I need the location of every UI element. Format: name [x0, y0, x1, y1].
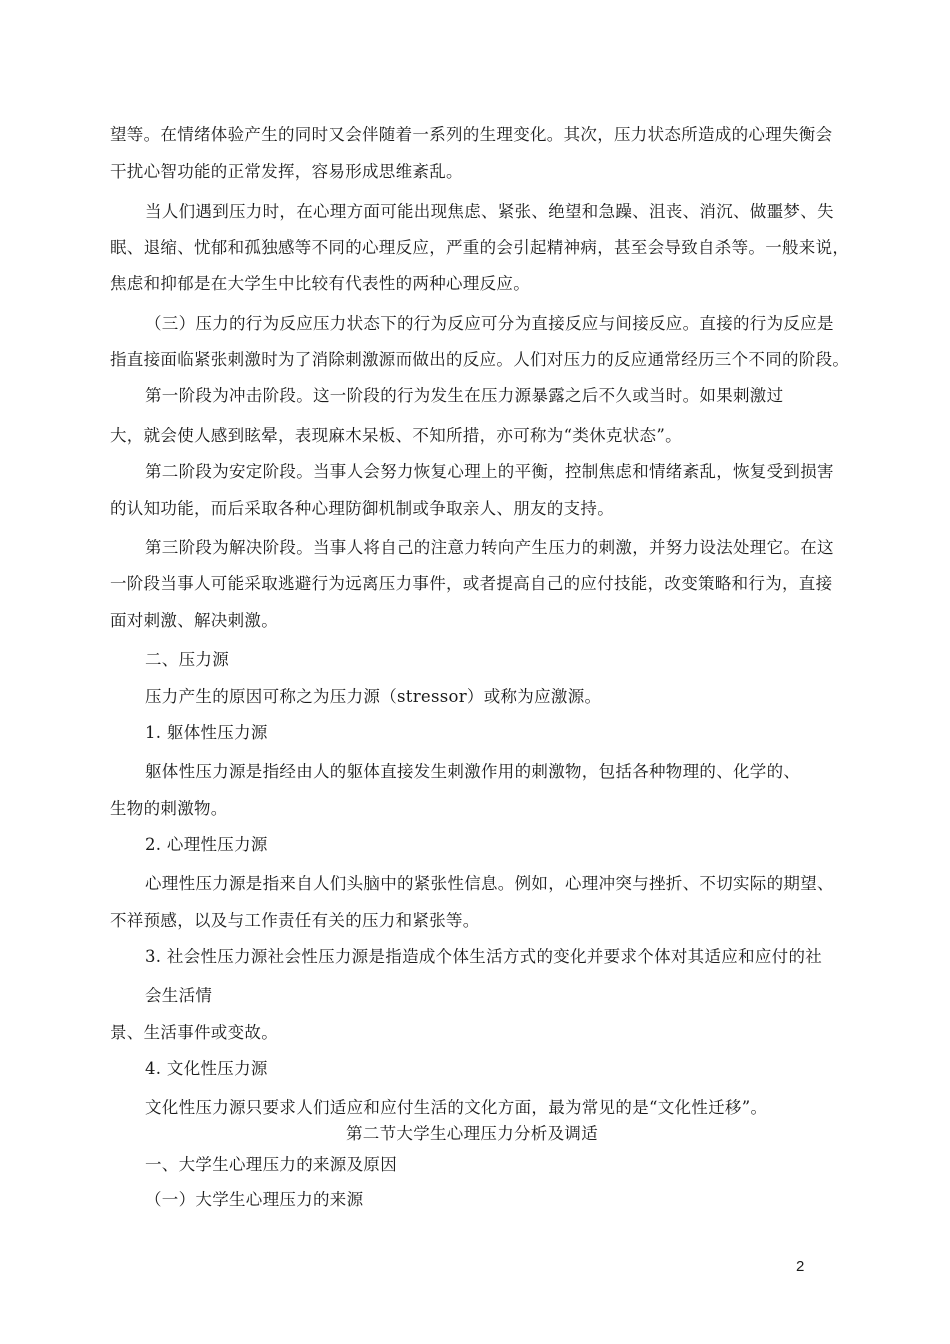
text-line: （三）压力的行为反应压力状态下的行为反应可分为直接反应与间接反应。直接的行为反应是 [145, 314, 834, 333]
text-line: 第一阶段为冲击阶段。这一阶段的行为发生在压力源暴露之后不久或当时。如果刺激过 [145, 386, 784, 405]
text-line: 焦虑和抑郁是在大学生中比较有代表性的两种心理反应。 [110, 274, 530, 293]
text-line: 文化性压力源只要求人们适应和应付生活的文化方面，最为常见的是“文化性迁移”。 [145, 1098, 768, 1117]
list-heading: 3. 社会性压力源社会性压力源是指造成个体生活方式的变化并要求个体对其适应和应付的社 [145, 947, 823, 966]
list-heading: 2. 心理性压力源 [145, 835, 268, 854]
text-line: 第二阶段为安定阶段。当事人会努力恢复心理上的平衡，控制焦虑和情绪紊乱，恢复受到损害 [145, 462, 834, 481]
text-line: 一阶段当事人可能采取逃避行为远离压力事件，或者提高自己的应付技能，改变策略和行为，直接 [110, 574, 833, 593]
text-line: 景、生活事件或变故。 [110, 1023, 278, 1042]
text-line: 躯体性压力源是指经由人的躯体直接发生刺激作用的刺激物，包括各种物理的、化学的、 [145, 762, 801, 781]
text-line: 面对刺激、解决刺激。 [110, 611, 278, 630]
text-line: 压力产生的原因可称之为压力源（stressor）或称为应激源。 [145, 687, 602, 706]
text-line: 的认知功能，而后采取各种心理防御机制或争取亲人、朋友的支持。 [110, 499, 614, 518]
section-heading: 二、压力源 [145, 650, 229, 669]
subsection-heading: （一）大学生心理压力的来源 [145, 1190, 364, 1209]
page-number: 2 [796, 1258, 805, 1275]
text-line: 当人们遇到压力时，在心理方面可能出现焦虑、紧张、绝望和急躁、沮丧、消沉、做噩梦、失 [145, 202, 834, 221]
text-line: 第三阶段为解决阶段。当事人将自己的注意力转向产生压力的刺激，并努力设法处理它。在这 [145, 538, 834, 557]
text-line: 指直接面临紧张刺激时为了消除刺激源而做出的反应。人们对压力的反应通常经历三个不同的阶段。 [110, 350, 850, 369]
text-line: 眠、退缩、忧郁和孤独感等不同的心理反应，严重的会引起精神病，甚至会导致自杀等。一般来说， [110, 238, 850, 257]
list-heading: 4. 文化性压力源 [145, 1059, 268, 1078]
text-line: 干扰心智功能的正常发挥，容易形成思维紊乱。 [110, 162, 463, 181]
list-heading: 1. 躯体性压力源 [145, 723, 268, 742]
text-line: 心理性压力源是指来自人们头脑中的紧张性信息。例如，心理冲突与挫折、不切实际的期望、 [145, 874, 834, 893]
text-line: 会生活情 [145, 986, 213, 1005]
text-line: 不祥预感，以及与工作责任有关的压力和紧张等。 [110, 911, 480, 930]
section-heading: 一、大学生心理压力的来源及原因 [145, 1155, 397, 1174]
text-line: 大，就会使人感到眩晕，表现麻木呆板、不知所措，亦可称为“类休克状态”。 [110, 426, 682, 445]
text-line: 望等。在情绪体验产生的同时又会伴随着一系列的生理变化。其次，压力状态所造成的心理失衡会 [110, 125, 833, 144]
text-line: 生物的刺激物。 [110, 799, 228, 818]
chapter-section-title: 第二节大学生心理压力分析及调适 [346, 1124, 598, 1143]
